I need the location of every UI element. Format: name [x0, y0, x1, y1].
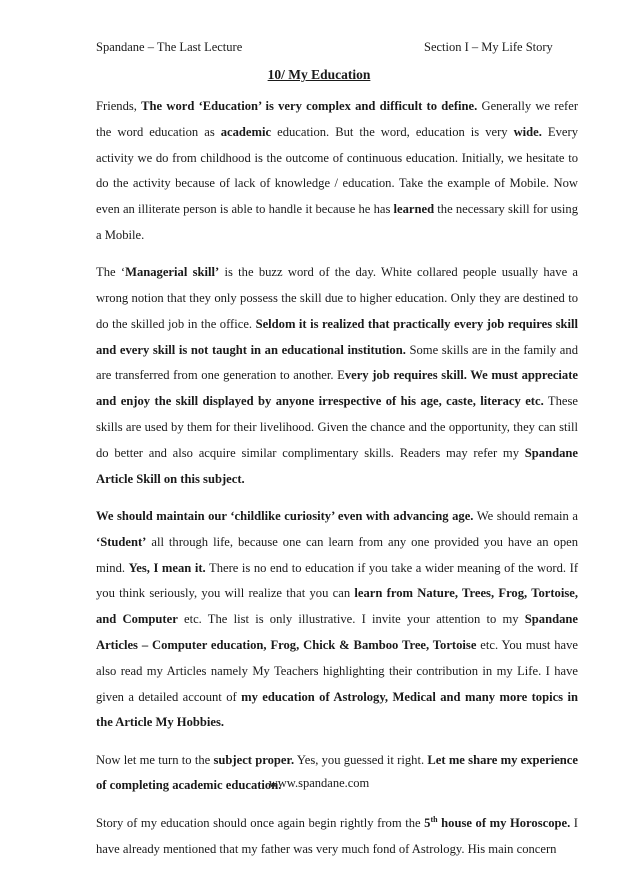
- text-run: learn from Nature, Trees, Frog, Tortoise, and Computer: [96, 586, 578, 627]
- footer-url: www.spandane.com: [268, 776, 370, 790]
- text-run: education. But the word, education is very: [271, 124, 514, 139]
- header-left: Spandane – The Last Lecture: [96, 40, 243, 54]
- text-run: Spandane Articles – Computer education, Frog, Chick & Bamboo Tree, Tortoise: [96, 612, 579, 652]
- paragraph-2: [96, 260, 578, 492]
- text-run: Now let me turn to the: [96, 752, 214, 767]
- text-run: academic: [220, 124, 272, 139]
- text-run: etc. You must have also read my Articles namely My Teachers highlighting their contribution in my Life. I have given a detailed account of: [96, 637, 578, 704]
- text-run: very job requires skill. We must appreciate and enjoy the skill displayed by anyone irrespective of his age, caste, literacy etc.: [96, 368, 579, 409]
- text-run: Generally we refer the word education as: [96, 99, 579, 139]
- text-run: Yes, I mean it.: [128, 560, 206, 575]
- text-run: The ‘: [96, 265, 126, 280]
- text-run: my education of Astrology, Medical and many more topics in the Article My Hobbies.: [96, 689, 578, 730]
- text-run: all through life, because one can learn from any one provided you have an open mind.: [96, 534, 578, 575]
- text-run: 5: [424, 815, 431, 830]
- text-run: Every activity we do from childhood is the outcome of continuous education. Initially, we hesitate to do the activity because of lack of knowledge / education. Take the example of Mobile. Now even an illiterate person is able to handle it because he has: [96, 124, 578, 217]
- text-run: Friends,: [96, 99, 142, 113]
- text-run: There is no end to education if you take a wider meaning of the word. If you think seriously, you will realize that you can: [96, 560, 579, 601]
- text-run: wide.: [513, 124, 542, 139]
- document-body: [96, 94, 578, 874]
- text-run: Managerial skill’: [125, 265, 220, 280]
- text-run: etc. The list is only illustrative. I invite your attention to my: [177, 612, 525, 627]
- text-run: Seldom it is realized that practically every job requires skill and every skill is not taught in an educational institution.: [96, 316, 578, 357]
- paragraph-4: [96, 748, 578, 800]
- text-run: Let me share my experience of completing academic education.: [96, 752, 578, 793]
- page-title: 10/ My Education: [267, 67, 371, 82]
- text-run: th: [430, 814, 438, 824]
- text-run: is the buzz word of the day. White collared people usually have a wrong notion that they only possess the skill due to higher education. Only they are destined to do the skilled job in the office.: [96, 265, 579, 331]
- text-run: These skills are used by them for their livelihood. Given the chance and the opportunity, they can still do better and also acquire similar complimentary skills. Readers may refer my: [96, 394, 578, 460]
- text-run: house of my Horoscope.: [437, 815, 571, 830]
- paragraph-3: [96, 504, 578, 736]
- text-run: The word ‘Education’ is very complex and difficult to define.: [141, 99, 478, 113]
- text-run: Some skills are in the family and are transferred from one generation to another. E: [96, 342, 578, 383]
- text-run: Story of my education should once again begin rightly from the: [96, 815, 425, 830]
- paragraph-1: [96, 94, 578, 249]
- paragraph-5: [96, 811, 578, 863]
- text-run: learned: [393, 202, 435, 217]
- text-run: subject proper.: [213, 752, 295, 767]
- text-run: Spandane Article Skill on this subject.: [96, 445, 578, 486]
- text-run: We should remain a: [473, 508, 578, 523]
- text-run: We should maintain our ‘childlike curiosity’ even with advancing age.: [96, 508, 474, 523]
- header-right: Section I – My Life Story: [424, 40, 553, 54]
- text-run: Yes, you guessed it right.: [294, 752, 428, 767]
- text-run: I have already mentioned that my father was very much fond of Astrology. His main concern: [96, 815, 578, 856]
- text-run: ‘Student’: [96, 534, 147, 549]
- text-run: the necessary skill for using a Mobile.: [96, 202, 578, 242]
